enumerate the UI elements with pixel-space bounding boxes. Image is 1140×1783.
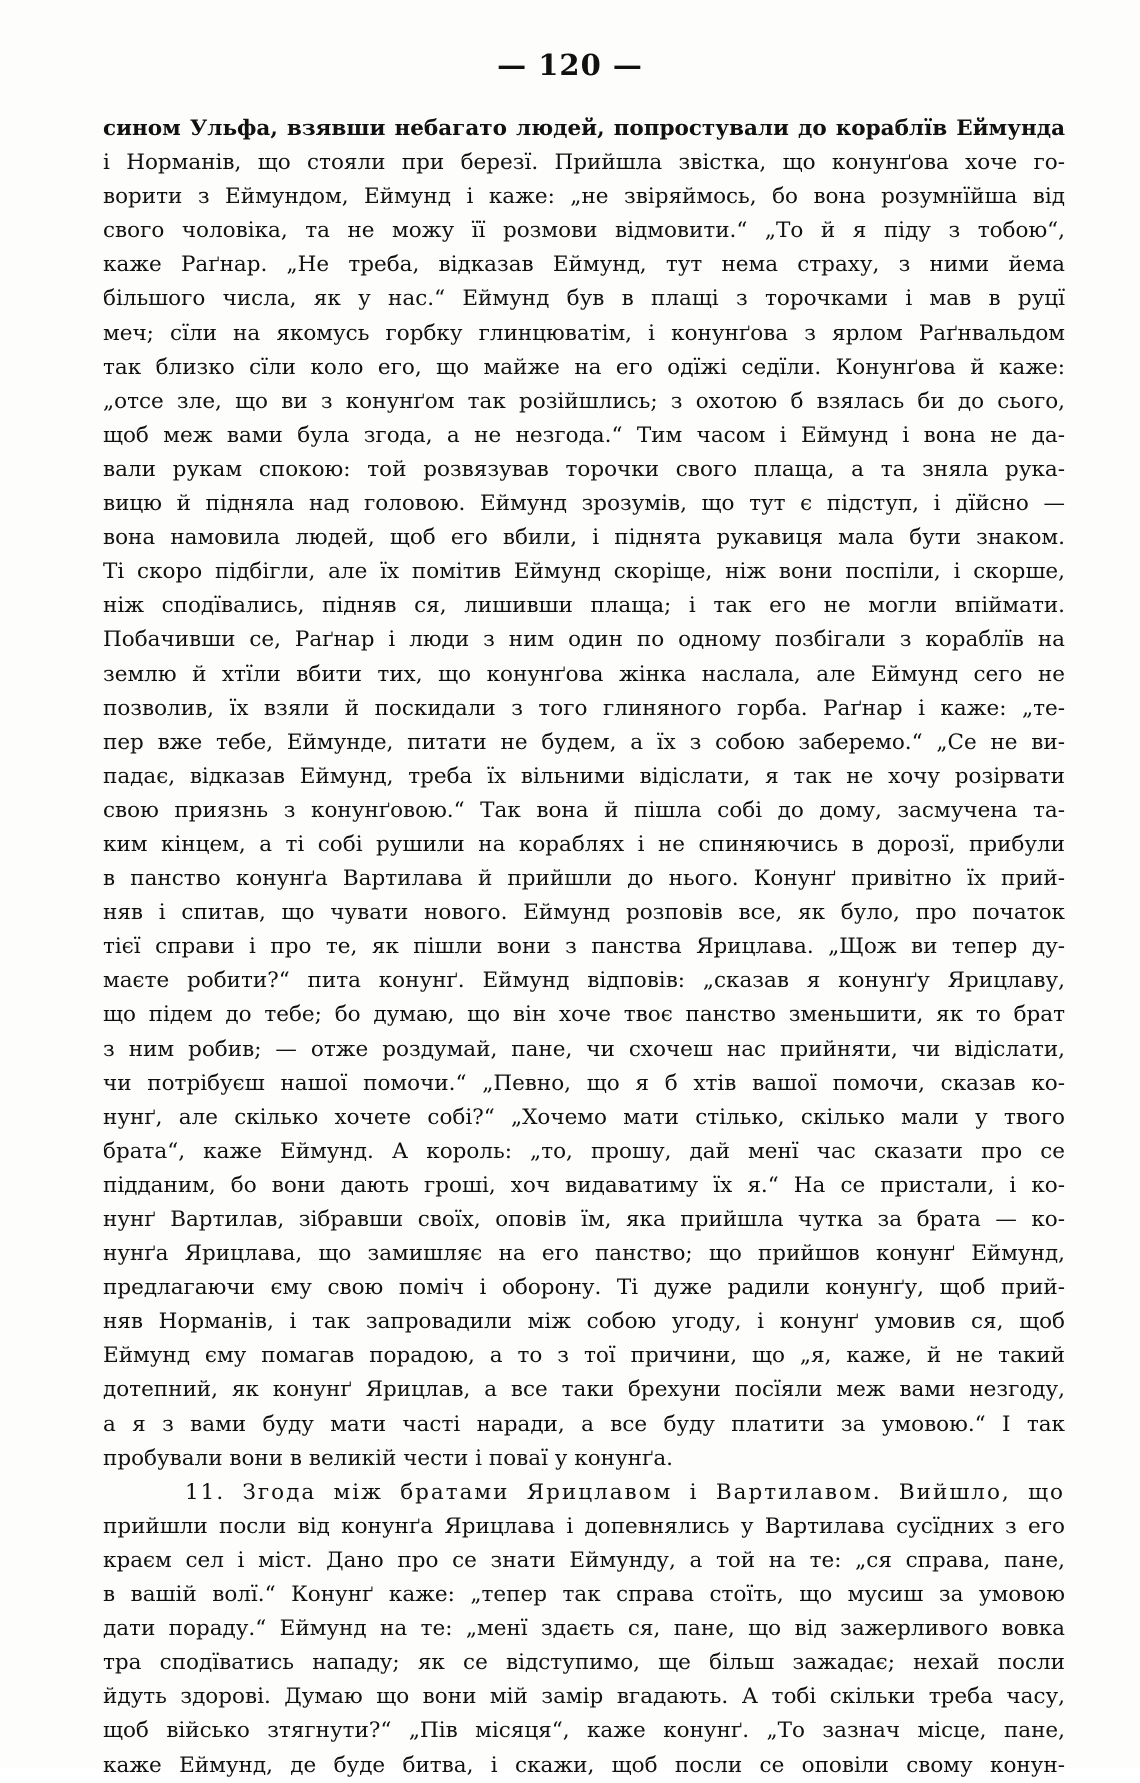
text-line: дати пораду.“ Еймунд на те: „менї здаєть ся, пане, що від зажерливого вовка [103,1616,1065,1642]
text-line: краєм сел і міст. Дано про се знати Еймунду, а той на те: „ся справа, пане, [103,1547,1065,1573]
text-line: Побачивши се, Раґнар і люди з ним один по одному позбігали з кораблїв на [103,627,1065,653]
text-line: ворити з Еймундом, Еймунд і каже: „не звіряймось, бо вона розумнїйша від [103,184,1065,210]
text-line: ніж сподївались, підняв ся, лишивши плаща; і так его не могли впіймати. [103,593,1065,619]
text-line: щоб меж вами була згода, а не незгода.“ Тим часом і Еймунд і вона не да- [103,422,1065,448]
text-line: нунґа Ярицлава, що замишляє на его панство; що прийшов конунґ Еймунд, [103,1241,1065,1267]
text-line: предлагаючи єму свою поміч і оборону. Ті дуже радили конунґу, щоб прий- [103,1275,1065,1301]
text-line: позволив, їх взяли й поскидали з того глиняного горба. Раґнар і каже: „те- [103,695,1065,721]
text-line: свого чоловіка, та не можу її розмови відмовити.“ „То й я піду з тобою“, [103,218,1065,244]
text-line: землю й хтїли вбити тих, що конунґова жінка наслала, але Еймунд сего не [103,661,1065,687]
text-line: тра сподїватись нападу; як се відступимо, ще більш зажадає; нехай посли [103,1650,1065,1676]
text-line: що підем до тебе; бо думаю, що він хоче твоє панство зменьшити, як то брат [103,1002,1065,1028]
text-line: сином Ульфа, взявши небагато людей, попростували до кораблїв Еймунда [103,116,1065,141]
text-line: і Норманів, що стояли при березї. Прийшла звістка, що конунґова хоче го- [103,150,1065,176]
text-line: підданим, бо вони дають гроші, хоч видаватиму їх я.“ На се пристали, і ко- [103,1172,1065,1198]
text-line: прийшли посли від конунґа Ярицлава і допевнялись у Вартилава сусїдних з его [103,1513,1065,1539]
section-heading-line: 11. Згода між братами Ярицлавом і Вартилавом. Вийшло, що [185,1479,1065,1505]
text-line: щоб військо зтягнути?“ „Пів місяця“, каже конунґ. „То зазнач місце, пане, [103,1718,1065,1744]
text-line: няв Норманів, і так запровадили між собою угоду, і конунґ умовив ся, щоб [103,1309,1065,1335]
text-line: тієї справи і про те, як пішли вони з панства Ярицлава. „Щож ви тепер ду- [103,934,1065,960]
text-line: нунґ, але скілько хочете собі?“ „Хочемо мати стілько, скілько мали у твого [103,1104,1065,1130]
text-line: в вашій волї.“ Конунґ каже: „тепер так справа стоїть, що мусиш за умовою [103,1582,1065,1608]
text-line: Ті скоро підбігли, але їх помітив Еймунд скоріще, ніж вони поспіли, і скорше, [103,559,1065,585]
text-line: ким кінцем, а ті собі рушили на кораблях і не спиняючись в дорозї, прибули [103,831,1065,857]
text-line: каже Раґнар. „Не треба, відказав Еймунд, тут нема страху, з ними йема [103,252,1065,278]
text-line: вали рукам спокою: той розвязував торочки свого плаща, а та зняла рука- [103,456,1065,482]
text-line: вицю й підняла над головою. Еймунд зрозумів, що тут є підступ, і дїйсно — [103,491,1065,517]
text-line: вона намовила людей, щоб его вбили, і піднята рукавиця мала бути знаком. [103,525,1065,551]
text-line: пер вже тебе, Еймунде, питати не будем, а їх з собою заберемо.“ „Се не ви- [103,729,1065,755]
text-line: Еймунд єму помагав порадою, а то з тої причини, що „я, каже, й не такий [103,1343,1065,1369]
text-line: пробували вони в великій чести і поваї у конунґа. [103,1445,674,1471]
text-line: чи потрібуєш нашої помочи.“ „Певно, що я б хтів вашої помочи, сказав ко- [103,1070,1065,1096]
page-number: — 120 — [497,48,643,82]
text-line: „отсе зле, що ви з конунґом так розійшлись; з охотою б взялась би до сього, [103,388,1065,414]
text-line: з ним робив; — отже роздумай, пане, чи схочеш нас прийняти, чи відіслати, [103,1036,1065,1062]
text-line: більшого числа, як у нас.“ Еймунд був в плащі з торочками і мав в руцї [103,286,1065,312]
body-text [103,112,1065,1783]
text-line: свою приязнь з конунґовою.“ Так вона й пішла собі до дому, засмучена та- [103,797,1065,823]
text-line: няв і спитав, що чувати нового. Еймунд розповів все, як було, про початок [103,900,1065,926]
text-line: падає, відказав Еймунд, треба їх вільними відіслати, я так не хочу розірвати [103,763,1065,789]
text-line: маєте робити?“ пита конунґ. Еймунд відповів: „сказав я конунґу Ярицлаву, [103,968,1065,994]
text-line: меч; сїли на якомусь горбку глинцюватім, і конунґова з ярлом Раґнвальдом [103,320,1065,346]
text-line: дотепний, як конунґ Ярицлав, а все таки брехуни посїяли меж вами незгоду, [103,1377,1065,1403]
text-line: так близко сїли коло его, що майже на его одїжі седїли. Конунґова й каже: [103,354,1065,380]
text-line: йдуть здорові. Думаю що вони мій замір вгадають. А тобі скільки треба часу, [103,1684,1065,1710]
text-line: а я з вами буду мати часті наради, а все буду платити за умовою.“ І так [103,1411,1065,1437]
text-line: нунґ Вартилав, зібравши своїх, оповів їм, яка прийшла чутка за брата — ко- [103,1207,1065,1232]
text-line: каже Еймунд, де буде битва, і скажи, щоб посли се оповіли свому конун- [103,1752,1065,1778]
text-line: брата“, каже Еймунд. А король: „то, прошу, дай менї час сказати про се [103,1138,1065,1164]
text-line: в панство конунґа Вартилава й прийшли до нього. Конунґ привітно їх прий- [103,866,1065,892]
